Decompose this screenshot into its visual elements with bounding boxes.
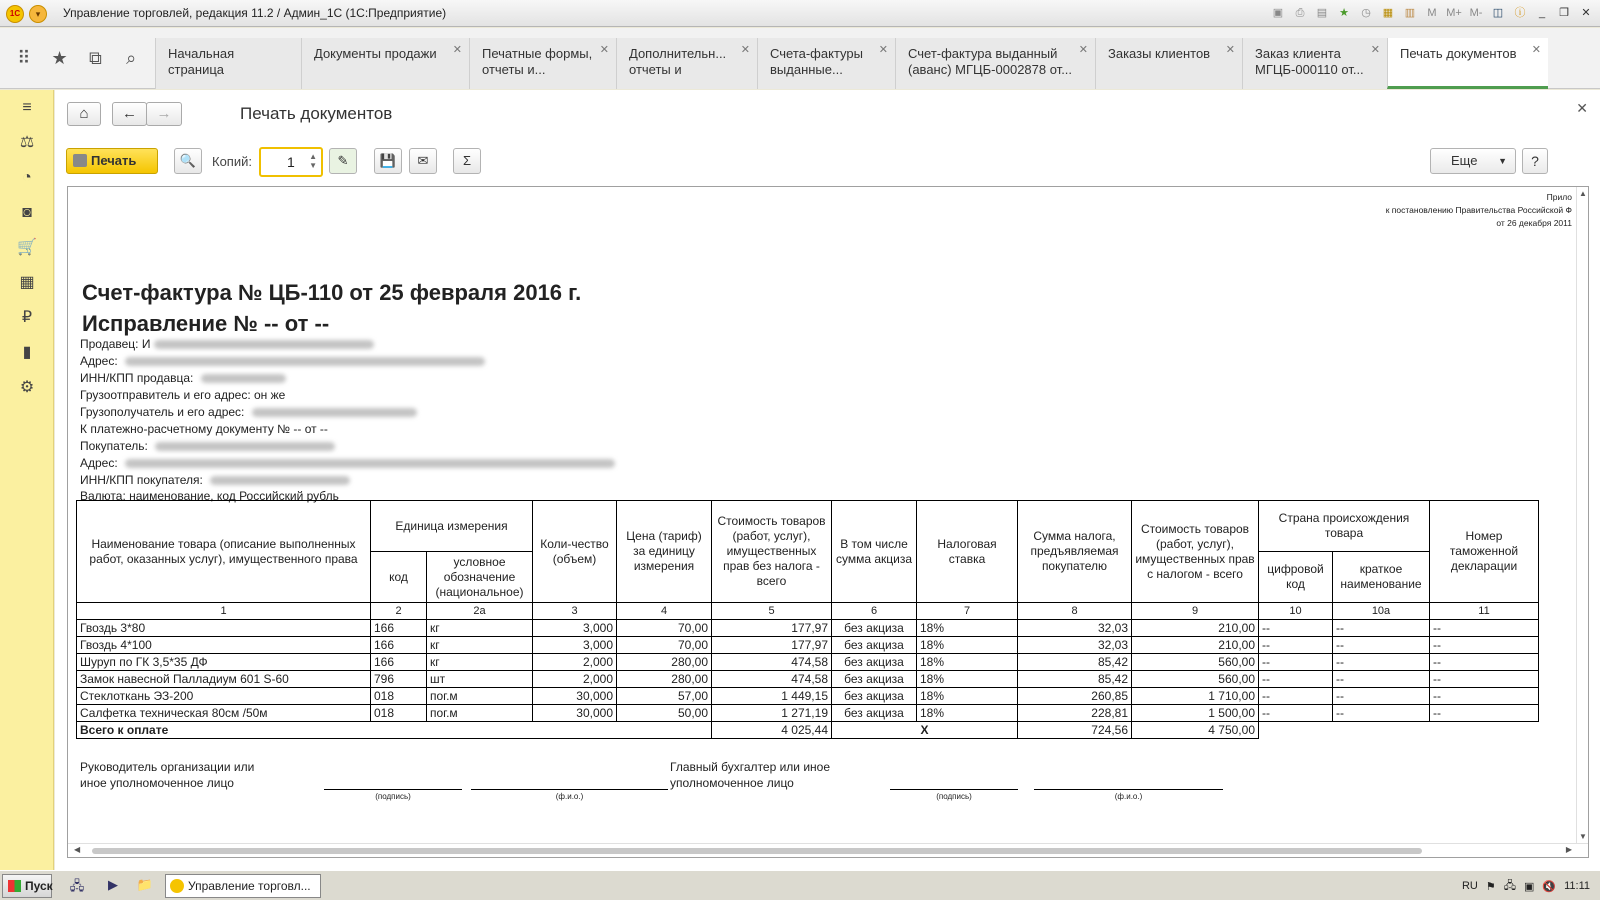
save-button[interactable]: 💾 — [374, 148, 402, 174]
finance-ruble-icon[interactable]: ₽ — [21, 309, 33, 326]
accountant-name-caption: (ф.и.о.) — [1114, 792, 1143, 801]
close-tab-icon[interactable]: ✕ — [878, 44, 888, 56]
accountant-sign-line — [890, 789, 1018, 790]
consignee-line: Грузополучатель и его адрес: — [80, 405, 417, 419]
head-signature-label: Руководитель организации или иное уполномоченное лицо — [80, 760, 255, 790]
print-button[interactable]: Печать — [66, 148, 158, 174]
language-indicator[interactable]: RU — [1461, 880, 1478, 892]
tab-additional-reports[interactable]: Дополнительн... отчеты и ✕ — [616, 38, 757, 89]
favorites-icon[interactable]: ★ — [1339, 7, 1349, 19]
head-name-line — [471, 789, 668, 790]
header-cost: Стоимость товаров (работ, услуг), имущественных прав без налога - всего — [712, 501, 832, 603]
back-button[interactable]: ← — [112, 102, 147, 126]
header-unit-code: код — [371, 552, 427, 603]
head-name-caption: (ф.и.о.) — [555, 792, 584, 801]
tab-print-documents[interactable]: Печать документов ✕ — [1387, 38, 1548, 89]
tab-home[interactable]: Начальная страница — [155, 38, 301, 89]
seller-address-line: Адрес: — [80, 354, 485, 368]
tab-print-forms[interactable]: Печатные формы, отчеты и... ✕ — [469, 38, 616, 89]
save-window-icon[interactable]: ▣ — [1272, 7, 1284, 19]
close-tab-icon[interactable]: ✕ — [452, 44, 462, 56]
search-icon[interactable]: ⌕ — [126, 48, 137, 68]
tab-client-orders[interactable]: Заказы клиентов ✕ — [1095, 38, 1242, 89]
title-bar — [0, 0, 1600, 27]
windows-logo-icon — [8, 880, 21, 892]
close-tab-icon[interactable]: ✕ — [740, 44, 750, 56]
header-country: Страна происхождения товара — [1259, 501, 1430, 552]
panel-toggle-icon[interactable]: ◫ — [1492, 7, 1504, 19]
scroll-down-icon[interactable]: ▼ — [1579, 832, 1587, 841]
head-sign-line — [324, 789, 462, 790]
payment-doc-line: К платежно-расчетному документу № -- от -- — [80, 422, 328, 436]
tabs-bar — [0, 28, 1600, 89]
header-unit-name: условное обозначение (национальное) — [427, 552, 533, 603]
close-tab-icon[interactable]: ✕ — [1078, 44, 1088, 56]
page-title: Печать документов — [240, 104, 393, 123]
column-numbers-row: 1 2 2а 3 4 5 6 7 8 9 10 10а 11 — [77, 603, 1539, 620]
currency-line: Валюта: наименование, код Российский рубль — [80, 489, 339, 503]
accountant-name-line — [1034, 789, 1223, 790]
close-window-button[interactable]: ✕ — [1581, 7, 1591, 19]
window-title: Управление торговлей, редакция 11.2 / Админ_1С (1С:Предприятие) — [63, 6, 447, 20]
quicklaunch-network-icon[interactable]: 🖧 — [69, 878, 85, 893]
header-price: Цена (тариф) за единицу измерения — [617, 501, 712, 603]
preview-window-icon[interactable]: ▤ — [1316, 7, 1328, 19]
close-tab-icon[interactable]: ✕ — [1370, 44, 1380, 56]
tab-sales-documents[interactable]: Документы продажи ✕ — [301, 38, 469, 89]
favorites-star-icon[interactable]: ★ — [51, 48, 68, 68]
copies-input[interactable]: 1 ▲ ▼ — [259, 147, 323, 177]
sections-grid-icon[interactable]: ⠿ — [17, 48, 31, 68]
main-content — [55, 90, 1600, 870]
crm-icon[interactable]: ⚖ — [19, 134, 35, 151]
tab-invoice-advance[interactable]: Счет-фактура выданный (аванс) МГЦБ-0002878 от... ✕ — [895, 38, 1095, 89]
info-icon[interactable]: ⓘ — [1514, 7, 1526, 19]
calculator-icon[interactable]: ▦ — [1382, 7, 1394, 19]
header-qty: Коли-чество (объем) — [533, 501, 617, 603]
header-customs: Номер таможенной декларации — [1430, 501, 1539, 603]
1c-app-icon — [170, 879, 184, 893]
restore-button[interactable]: ❐ — [1559, 7, 1569, 19]
vertical-scrollbar[interactable] — [1576, 187, 1588, 843]
buyer-address-line: Адрес: — [80, 456, 615, 470]
tab-invoices-issued[interactable]: Счета-фактуры выданные... ✕ — [757, 38, 895, 89]
warehouse-icon[interactable]: ▦ — [19, 274, 35, 291]
copies-label: Копий: — [212, 154, 252, 169]
spreadsheet-document[interactable] — [67, 186, 1589, 858]
analytics-pie-icon[interactable]: ◔ — [22, 169, 32, 186]
close-page-icon[interactable]: ✕ — [1576, 100, 1588, 116]
memory-plus-button[interactable]: M+ — [1446, 7, 1462, 19]
flag-icon[interactable]: ⚑ — [1485, 880, 1496, 893]
edit-mode-button[interactable]: ✎ — [329, 148, 357, 174]
appendix-note: Прило к постановлению Правительства Российской Ф от 26 декабря 2011 — [1385, 192, 1572, 228]
reports-chart-icon[interactable]: ▮ — [22, 344, 32, 361]
seller-inn-line: ИНН/КПП продавца: — [80, 371, 286, 385]
quicklaunch-app-icon[interactable]: ▶ — [108, 877, 118, 892]
close-tab-icon[interactable]: ✕ — [599, 44, 609, 56]
totals-row: Всего к оплате 4 025,44 X 724,56 4 750,00 — [77, 722, 1539, 739]
accountant-sign-caption: (подпись) — [936, 792, 972, 801]
history-icon[interactable]: ⧉ — [88, 48, 102, 68]
help-button[interactable]: ? — [1522, 148, 1548, 174]
system-tray — [1462, 874, 1600, 898]
buyer-line: Покупатель: — [80, 439, 335, 453]
printer-icon — [73, 154, 87, 167]
tab-client-order[interactable]: Заказ клиента МГЦБ-000110 от... ✕ — [1242, 38, 1387, 89]
memory-m-button[interactable]: M — [1427, 7, 1437, 19]
table-row[interactable]: Салфетка техническая 80см /50м 018 пог.м 30,000 50,00 1 271,19 без акциза 18% 228,81 1 500,00 -- -- -- — [77, 705, 1539, 722]
device-icon[interactable]: ▣ — [1523, 880, 1535, 893]
clock[interactable]: 11:11 — [1564, 880, 1590, 892]
table-row[interactable]: Гвоздь 4*100 166 кг 3,000 70,00 177,97 без акциза 18% 32,03 210,00 -- -- -- — [77, 637, 1539, 654]
more-button[interactable]: Еще ▼ — [1430, 148, 1516, 174]
network-icon[interactable]: 🖧 — [1503, 879, 1516, 892]
preview-button[interactable]: 🔍 — [174, 148, 202, 174]
header-country-code: цифровой код — [1259, 552, 1333, 603]
close-tab-icon[interactable]: ✕ — [1531, 44, 1541, 56]
print-window-icon[interactable]: ⎙ — [1295, 7, 1305, 19]
table-row[interactable]: Замок навесной Палладиум 601 S-60 796 шт 2,000 280,00 474,58 без акциза 18% 85,42 560,00 -- -- -- — [77, 671, 1539, 688]
scroll-up-icon[interactable]: ▲ — [1579, 189, 1587, 198]
sum-button[interactable]: Σ — [453, 148, 481, 174]
start-button[interactable]: Пуск — [2, 874, 52, 898]
table-row[interactable]: Шуруп по ГК 3,5*35 ДФ 166 кг 2,000 280,00 474,58 без акциза 18% 85,42 560,00 -- -- -- — [77, 654, 1539, 671]
history-icon[interactable]: ◷ — [1361, 7, 1371, 19]
taskbar — [0, 870, 1600, 900]
sections-sidebar — [0, 90, 54, 870]
chevron-down-icon: ▼ — [1498, 156, 1507, 166]
volume-icon[interactable]: 🔇 — [1542, 880, 1557, 893]
table-row[interactable]: Стеклоткань ЭЗ-200 018 пог.м 30,000 57,00 1 449,15 без акциза 18% 260,85 1 710,00 -- -- -- — [77, 688, 1539, 705]
accountant-signature-label: Главный бухгалтер или иное уполномоченное лицо — [670, 760, 831, 790]
scroll-left-icon[interactable]: ◀ — [74, 845, 81, 854]
header-unit: Единица измерения — [371, 501, 533, 552]
buyer-inn-line: ИНН/КПП покупателя: — [80, 473, 350, 487]
table-row[interactable]: Гвоздь 3*80 166 кг 3,000 70,00 177,97 без акциза 18% 32,03 210,00 -- -- -- — [77, 620, 1539, 637]
correction-title: Исправление № -- от -- — [82, 311, 330, 336]
scroll-right-icon[interactable]: ▶ — [1565, 845, 1572, 854]
head-sign-caption: (подпись) — [375, 792, 411, 801]
header-total: Стоимость товаров (работ, услуг), имущественных прав с налогом - всего — [1132, 501, 1259, 603]
menu-icon[interactable]: ≡ — [22, 99, 32, 116]
seller-line: Продавец: И — [80, 337, 374, 351]
quicklaunch-folder-icon[interactable]: 📁 — [136, 877, 154, 892]
home-button[interactable]: ⌂ — [67, 102, 101, 126]
invoice-table — [76, 500, 1539, 739]
send-email-button[interactable]: ✉ — [409, 148, 437, 174]
header-rate: Налоговая ставка — [917, 501, 1018, 603]
purchases-bag-icon[interactable]: ◙ — [22, 204, 32, 221]
header-tax: Сумма налога, предъявляемая покупателю — [1018, 501, 1132, 603]
taskbar-app-item[interactable]: Управление торговл... — [165, 874, 321, 898]
copies-spinner-icon[interactable]: ▲ ▼ — [309, 152, 317, 170]
scroll-thumb[interactable] — [92, 848, 1422, 854]
header-name: Наименование товара (описание выполненных работ, оказанных услуг), имущественного права — [77, 501, 371, 603]
memory-minus-button[interactable]: M- — [1469, 7, 1483, 19]
header-country-name: краткое наименование — [1333, 552, 1430, 603]
sales-cart-icon[interactable]: 🛒 — [17, 239, 37, 256]
app-logo-icon[interactable]: 1С — [6, 5, 24, 23]
invoice-title: Счет-фактура № ЦБ-110 от 25 февраля 2016 г. — [82, 280, 582, 305]
shipper-line: Грузоотправитель и его адрес: он же — [80, 388, 286, 402]
close-tab-icon[interactable]: ✕ — [1225, 44, 1235, 56]
settings-gear-icon[interactable]: ⚙ — [19, 379, 35, 396]
calendar-icon[interactable]: ▥ — [1404, 7, 1416, 19]
main-menu-icon[interactable]: ▾ — [29, 5, 47, 23]
horizontal-scrollbar[interactable] — [68, 843, 1589, 857]
forward-button[interactable]: → — [146, 102, 182, 126]
minimize-button[interactable]: _ — [1538, 7, 1546, 19]
header-excise: В том числе сумма акциза — [832, 501, 917, 603]
